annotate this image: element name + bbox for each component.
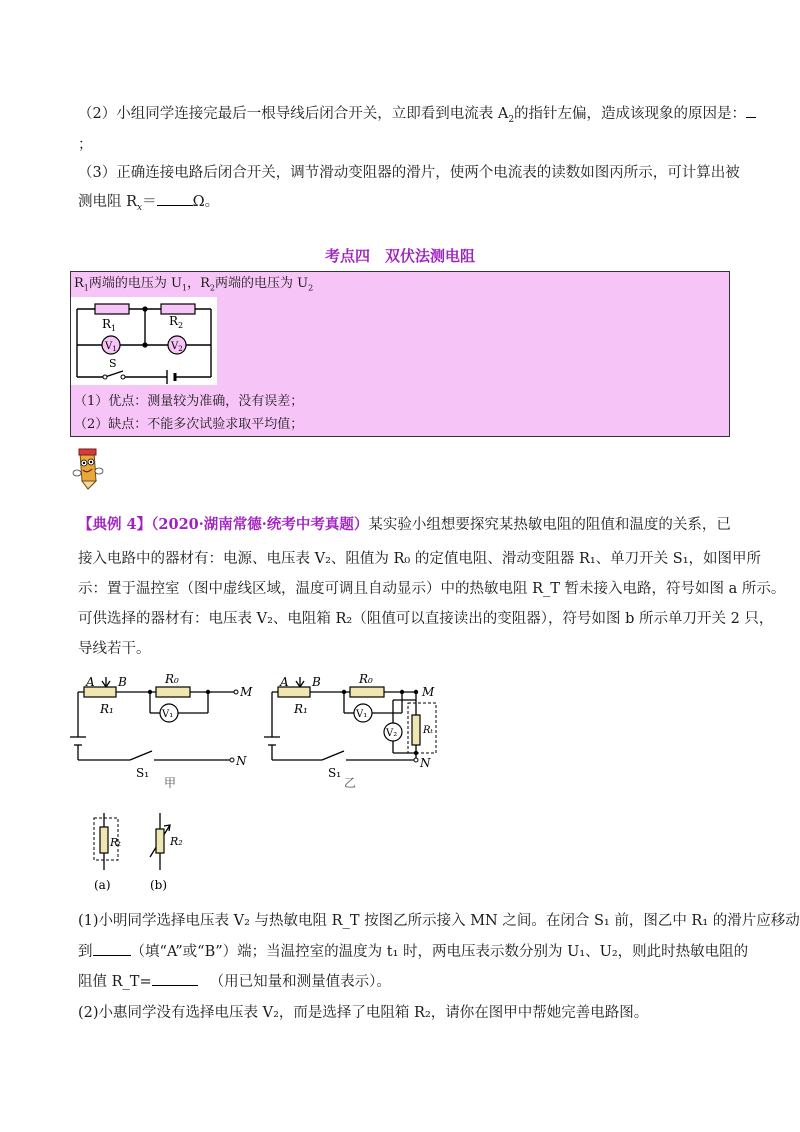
label-v1-jia: V₁ [162, 709, 174, 720]
label-rt-yi: Rₜ [423, 725, 433, 736]
example-line3: 示：置于温控室（图中虚线区域，温度可调且自动显示）中的热敏电阻 R_T 暂未接入电路，符号如图 a 所示。 [78, 581, 786, 597]
figure-yi-caption: 乙 [344, 776, 357, 790]
label-m-yi: M [422, 685, 435, 699]
label-s1-yi: S₁ [328, 766, 342, 780]
label-m-jia: M [240, 685, 253, 699]
sub-question-1-line2: 到 （填“A”或“B”）端；当温控室的温度为 t₁ 时，两电压表示数分别为 U₁、U₂，则此时热敏电阻的 [78, 941, 748, 962]
label-v2-yi: V₂ [386, 728, 398, 739]
q3-answer-blank[interactable] [157, 191, 193, 206]
label-r0-jia: R₀ [165, 672, 179, 686]
sub-question-2-line1: (2)小惠同学没有选择电压表 V₂，而是选择了电阻箱 R₂，请你在图甲中帮她完善电路图。 [78, 1005, 649, 1021]
question-2-end: ； [78, 137, 93, 153]
question-2-line [78, 103, 756, 130]
q2-text: （2）小组同学连接完最后一根导线后闭合开关，立即看到电流表 A [78, 106, 509, 122]
circuit-figures [60, 665, 480, 895]
example-text1: 某实验小组想要探究某热敏电阻的阻值和温度的关系，已 [368, 517, 731, 533]
box-line1: $R_1$两端的电压为 $U_1$，$R_2$两端的电压为 $U_2$ [74, 276, 314, 293]
label-b-yi: B [312, 675, 321, 689]
label-rt-a: Rₜ [110, 836, 121, 849]
q2-answer-blank[interactable] [746, 103, 756, 118]
method-summary-box [70, 271, 730, 437]
label-n-yi: N [420, 756, 431, 770]
figure-jia-caption: 甲 [164, 776, 177, 790]
question-3-line2 [78, 191, 219, 218]
r2-label: $R_2$ [169, 314, 184, 330]
disadvantage-text: （2）缺点：不能多次试验求取平均值； [74, 417, 304, 432]
q3-text: 测电阻 R [78, 194, 138, 210]
r0-resistor [156, 687, 190, 697]
sub-question-1-line3: 阻值 R_T= （用已知量和测量值表示）。 [78, 971, 391, 992]
label-r1-jia: R₁ [100, 702, 114, 716]
q2-sub: 2 [508, 114, 515, 125]
label-s1-jia: S₁ [136, 766, 150, 780]
r1-resistor [95, 304, 129, 314]
label-a-yi: A [280, 675, 289, 689]
example-line4: 可供选择的器材有：电压表 V₂、电阻箱 R₂（阻值可以直接读出的变阻器），符号如图 b 所示单刀开关 2 只， [78, 611, 774, 627]
q1-answer-blank-1[interactable] [93, 941, 131, 956]
r2-symbol-b [156, 829, 164, 853]
q3-unit: Ω。 [192, 194, 220, 210]
pencil-mascot-icon [72, 447, 104, 491]
label-a-jia: A [86, 675, 95, 689]
label-n-jia: N [236, 754, 247, 768]
q2-text-2: 的指针左偏，造成该现象的原因是： [514, 106, 747, 122]
r0-resistor-yi [350, 687, 384, 697]
r1-label: $R_1$ [102, 317, 117, 333]
example-source: （2020·湖南常德·统考中考真题） [151, 516, 369, 533]
label-b-jia: B [118, 675, 127, 689]
q3-sub: x [137, 202, 143, 213]
label-r1-yi: R₁ [294, 702, 308, 716]
advantage-text: （1）优点：测量较为准确，没有误差； [74, 394, 304, 409]
q1-answer-blank-2[interactable] [152, 971, 198, 986]
example-line5: 导线若干。 [78, 641, 151, 657]
label-a-caption: (a) [94, 878, 111, 892]
q3-eq: ＝ [142, 194, 157, 210]
example-line1 [78, 515, 731, 535]
v2-label: $V_2$ [171, 341, 183, 353]
r2-resistor [161, 304, 195, 314]
rt-symbol-a [100, 827, 108, 853]
label-r2-b: R₂ [170, 835, 183, 848]
label-v1-yi: V₁ [356, 709, 368, 720]
v1-label: $V_1$ [105, 341, 117, 353]
double-voltmeter-circuit [71, 297, 217, 385]
section-title: 考点四 双伏法测电阻 [324, 247, 475, 265]
label-r0-yi: R₀ [359, 672, 373, 686]
rt-thermistor-yi [412, 715, 420, 745]
sub-question-1-line1: (1)小明同学选择电压表 V₂ 与热敏电阻 R_T 按图乙所示接入 MN 之间。在闭合 S₁ 前，图乙中 R₁ 的滑片应移动 [78, 913, 800, 929]
label-b-caption: (b) [150, 878, 168, 892]
switch-label: S [109, 357, 117, 370]
example-label: 【典例 4】 [78, 516, 152, 533]
example-line2: 接入电路中的器材有：电源、电压表 V₂、阻值为 R₀ 的定值电阻、滑动变阻器 R₁、单刀开关 S₁，如图甲所 [78, 551, 762, 567]
question-3-line1: （3）正确连接电路后闭合开关，调节滑动变阻器的滑片，使两个电流表的读数如图丙所示，可计算出被 [78, 165, 740, 181]
